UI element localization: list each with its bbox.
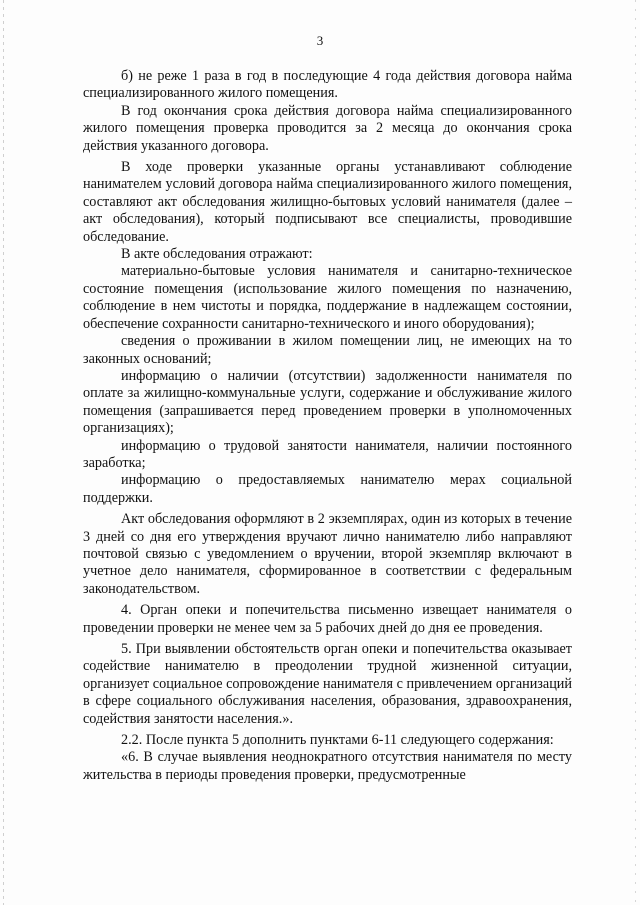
list-item-living-conditions: материально-бытовые условия нанимателя и санитарно-техническое состояние помещения (использование жилого помещения по назначению, соблюдение в нем чистоты и порядка, поддержание в надлежащем состоянии, обеспечение сохранности санитарно-технического и иного оборудования); [83, 263, 572, 332]
paragraph-inspection: В ходе проверки указанные органы устанавливают соблюдение нанимателем условий договора найма специализированного жилого помещения, составляют акт обследования жилищно-бытовых условий нанимателя (далее – акт обследования), который подписывают все специалисты, проводившие обследование. [83, 159, 572, 245]
list-item-debt: информацию о наличии (отсутствии) задолженности нанимателя по оплате за жилищно-коммунальные услуги, содержание и обслуживание жилого помещения (запрашивается перед проведением проверки в уполномоченных организациях); [83, 367, 572, 437]
document-body [83, 68, 572, 784]
paragraph-act-intro: В акте обследования отражают: [121, 246, 313, 263]
paragraph-act-copies: Акт обследования оформляют в 2 экземплярах, один из которых в течение 3 дней со дня его утверждения вручают лично нанимателю либо направляют почтовой связью с уведомлением о вручении, второй экземпляр включают в учетное дело нанимателя, сформированное в соответствии с федеральным законодательством. [83, 511, 572, 597]
list-item-residents: сведения о проживании в жилом помещении лиц, не имеющих на то законных оснований; [83, 333, 572, 367]
list-item-employment: информацию о трудовой занятости нанимателя, наличии постоянного заработка; [83, 437, 572, 471]
paragraph-point-5: 5. При выявлении обстоятельств орган опеки и попечительства оказывает содействие нанимателю в преодолении трудной жизненной ситуации, организует социальное сопровождение нанимателя с привлечением организаций в сфере социального обслуживания населения, образования, здравоохранения, содействия занятости населения.». [83, 641, 572, 727]
paragraph-2-2: 2.2. После пункта 5 дополнить пунктами 6-11 следующего содержания: [121, 732, 554, 749]
list-item-social-support: информацию о предоставляемых нанимателю мерах социальной поддержки. [83, 472, 572, 506]
scan-edge-left [3, 0, 4, 905]
paragraph-1b: б) не реже 1 раза в год в последующие 4 года действия договора найма специализированного жилого помещения. [83, 68, 572, 102]
scan-edge-right [635, 0, 636, 905]
paragraph-point-4: 4. Орган опеки и попечительства письменно извещает нанимателя о проведении проверки не менее чем за 5 рабочих дней до дня ее проведения. [83, 602, 572, 636]
paragraph-point-6: «6. В случае выявления неоднократного отсутствия нанимателя по месту жительства в периоды проведения проверки, предусмотренные [83, 749, 572, 783]
page-number: 3 [316, 33, 324, 48]
paragraph-final-year: В год окончания срока действия договора найма специализированного жилого помещения проверка проводится за 2 месяца до окончания срока действия указанного договора. [83, 102, 572, 154]
